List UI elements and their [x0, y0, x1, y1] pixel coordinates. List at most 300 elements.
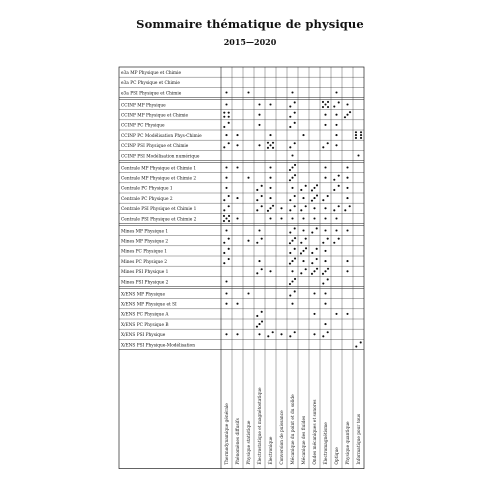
dot-mark	[256, 189, 258, 191]
row-label: Mines MP Physique 1	[121, 229, 169, 235]
row-label: Centrale PSI Physique et Chimie 2	[121, 217, 197, 223]
dot-mark	[289, 169, 291, 171]
row-label: Centrale PC Physique 2	[121, 196, 173, 202]
row-label: CCINP MP Physique	[121, 103, 166, 109]
cell-marker	[346, 270, 348, 272]
dot-mark	[333, 179, 335, 181]
dot-mark	[333, 189, 335, 191]
column-label: Ondes mécaniques et sonores	[312, 399, 318, 465]
dot-mark	[294, 278, 296, 280]
dot-mark	[322, 101, 324, 103]
page-subtitle: 2015—2020	[223, 37, 277, 47]
cell-marker	[267, 142, 274, 149]
cell-marker	[223, 258, 230, 264]
page-title: Sommaire thématique de physique	[136, 17, 364, 31]
dot-mark	[324, 207, 326, 209]
cell-marker	[225, 280, 227, 282]
dot-mark	[324, 103, 326, 105]
row-label: e3a PC Physique et Chimie	[121, 81, 180, 87]
cell-marker	[289, 112, 296, 118]
dot-mark	[289, 294, 291, 296]
dot-mark	[324, 292, 326, 294]
cell-marker	[280, 333, 282, 335]
cell-marker	[311, 195, 318, 202]
dot-mark	[302, 250, 304, 252]
dot-mark	[322, 273, 324, 275]
cell-marker	[324, 303, 326, 305]
cell-marker	[225, 187, 227, 189]
dot-mark	[258, 229, 260, 231]
dot-mark	[223, 116, 225, 118]
dot-mark	[280, 217, 282, 219]
dot-mark	[324, 114, 326, 116]
cell-marker	[335, 217, 337, 219]
cell-marker	[269, 217, 271, 219]
dot-mark	[327, 278, 329, 280]
dot-mark	[225, 177, 227, 179]
dot-mark	[258, 114, 260, 116]
cell-marker	[225, 103, 227, 105]
dot-mark	[346, 313, 348, 315]
dot-mark	[333, 105, 335, 107]
cell-marker	[311, 268, 318, 275]
cell-marker	[289, 258, 296, 265]
dot-mark	[360, 131, 362, 133]
dot-mark	[313, 207, 315, 209]
cell-marker	[357, 154, 359, 156]
dot-mark	[324, 229, 326, 231]
cell-marker	[291, 217, 293, 219]
dot-mark	[228, 205, 230, 207]
dot-mark	[225, 280, 227, 282]
dot-mark	[225, 91, 227, 93]
cell-marker	[223, 142, 230, 148]
dot-mark	[316, 268, 318, 270]
dot-mark	[313, 292, 315, 294]
cell-marker	[344, 205, 351, 211]
dot-mark	[294, 205, 296, 207]
cell-marker	[289, 122, 296, 128]
cell-marker	[313, 217, 315, 219]
dot-mark	[291, 217, 293, 219]
cell-marker	[223, 248, 230, 254]
cell-marker	[247, 177, 249, 179]
dot-mark	[223, 220, 225, 222]
cell-marker	[223, 122, 230, 128]
cell-marker	[335, 114, 337, 116]
dot-mark	[269, 177, 271, 179]
dot-mark	[256, 326, 258, 328]
dot-mark	[223, 242, 225, 244]
cell-marker	[324, 207, 326, 209]
cell-marker	[311, 227, 318, 233]
column-label: Physique quantique	[345, 421, 351, 465]
dot-mark	[338, 185, 340, 187]
dot-mark	[324, 217, 326, 219]
dot-mark	[289, 105, 291, 107]
cell-marker	[346, 166, 348, 168]
cell-marker	[236, 197, 238, 199]
dot-mark	[225, 134, 227, 136]
dot-mark	[305, 268, 307, 270]
dot-mark	[327, 101, 329, 103]
dot-mark	[327, 195, 329, 197]
dot-mark	[228, 195, 230, 197]
row-label: Centrale PSI Physique et Chimie 1	[121, 207, 197, 213]
dot-mark	[228, 258, 230, 260]
dot-mark	[291, 154, 293, 156]
row-label: Mines PSI Physique 1	[121, 270, 169, 276]
dot-mark	[322, 199, 324, 201]
dot-mark	[346, 187, 348, 189]
cell-marker	[346, 313, 348, 315]
dot-mark	[236, 217, 238, 219]
cell-marker	[225, 292, 227, 294]
dot-mark	[223, 209, 225, 211]
cell-marker	[269, 134, 271, 136]
cell-marker	[333, 101, 340, 107]
dot-mark	[327, 106, 329, 108]
dot-mark	[316, 248, 318, 250]
cell-marker	[236, 166, 238, 168]
column-label: Mécanique du point et du solide	[290, 394, 296, 465]
dot-mark	[335, 124, 337, 126]
column-label: Informatique pour tous	[356, 413, 362, 465]
dot-mark	[280, 333, 282, 335]
dot-mark	[322, 146, 324, 148]
dot-mark	[338, 238, 340, 240]
dot-mark	[269, 217, 271, 219]
cell-marker	[333, 238, 340, 244]
row-label: X/ENS PSI Physique	[121, 333, 166, 339]
dot-mark	[261, 185, 263, 187]
dot-mark	[261, 195, 263, 197]
dot-mark	[289, 126, 291, 128]
dot-mark	[256, 315, 258, 317]
dot-mark	[333, 242, 335, 244]
dot-mark	[256, 199, 258, 201]
dot-mark	[225, 292, 227, 294]
dot-mark	[294, 248, 296, 250]
cell-marker	[223, 238, 230, 244]
dot-mark	[324, 166, 326, 168]
cell-marker	[289, 331, 296, 337]
cell-marker	[258, 260, 260, 262]
cell-marker	[324, 250, 326, 252]
cell-marker	[223, 195, 230, 201]
dot-mark	[261, 321, 263, 323]
dot-mark	[291, 280, 293, 282]
cell-marker	[322, 195, 329, 201]
dot-mark	[305, 247, 307, 249]
dot-mark	[305, 205, 307, 207]
dot-mark	[228, 238, 230, 240]
cell-marker	[289, 290, 296, 296]
dot-mark	[247, 177, 249, 179]
row-label: CCINP PSI Modélisation numérique	[121, 154, 200, 160]
dot-mark	[294, 101, 296, 103]
cell-marker	[355, 131, 362, 139]
dot-mark	[269, 207, 271, 209]
column-label: Mécanique des fluides	[301, 415, 307, 465]
dot-mark	[225, 187, 227, 189]
dot-mark	[335, 144, 337, 146]
dot-mark	[223, 215, 225, 217]
row-label: X/ENS PSI Physique-Modélisation	[121, 343, 196, 349]
dot-mark	[327, 331, 329, 333]
dot-mark	[256, 242, 258, 244]
dot-mark	[335, 313, 337, 315]
dot-mark	[258, 103, 260, 105]
dot-mark	[300, 189, 302, 191]
cell-marker	[333, 175, 340, 181]
cell-marker	[258, 103, 260, 105]
cell-marker	[269, 187, 271, 189]
dot-mark	[355, 137, 357, 139]
dot-mark	[291, 187, 293, 189]
dot-mark	[346, 114, 348, 116]
dot-mark	[294, 331, 296, 333]
dot-mark	[247, 91, 249, 93]
dot-mark	[335, 217, 337, 219]
dot-mark	[335, 229, 337, 231]
cell-marker	[322, 331, 329, 337]
dot-mark	[228, 116, 230, 118]
dot-mark	[294, 227, 296, 229]
column-label: Électrostatique et magnétostatique	[257, 387, 263, 465]
dot-mark	[360, 134, 362, 136]
dot-mark	[324, 270, 326, 272]
cell-marker	[256, 238, 263, 244]
dot-mark	[223, 146, 225, 148]
dot-mark	[324, 260, 326, 262]
dot-mark	[311, 189, 313, 191]
column-label: Phénomènes diffusifs	[235, 418, 241, 465]
dot-mark	[280, 207, 282, 209]
dot-mark	[311, 252, 313, 254]
cell-marker	[289, 195, 296, 201]
dot-mark	[346, 260, 348, 262]
dot-mark	[324, 303, 326, 305]
dot-mark	[294, 112, 296, 114]
cell-marker	[344, 111, 351, 118]
dot-mark	[355, 134, 357, 136]
cell-marker	[258, 114, 260, 116]
row-label: e3a PSI Physique et Chimie	[121, 91, 182, 97]
cell-marker	[335, 144, 337, 146]
cell-marker	[289, 237, 296, 244]
row-label: CCINP MP Physique et Chimie	[121, 113, 189, 119]
dot-mark	[313, 197, 315, 199]
row-label: Mines PC Physique 2	[121, 259, 168, 265]
cell-marker	[280, 217, 282, 219]
cell-marker	[302, 260, 304, 262]
dot-mark	[324, 250, 326, 252]
dot-mark	[223, 126, 225, 128]
cell-marker	[256, 268, 263, 274]
dot-mark	[294, 174, 296, 176]
cell-marker	[289, 205, 296, 211]
cell-marker	[322, 101, 329, 108]
dot-mark	[316, 184, 318, 186]
cell-marker	[322, 238, 329, 244]
cell-marker	[258, 333, 260, 335]
cell-marker	[324, 177, 326, 179]
cell-marker	[289, 248, 296, 254]
cell-marker	[256, 311, 263, 317]
dot-mark	[289, 146, 291, 148]
dot-mark	[294, 122, 296, 124]
dot-mark	[322, 106, 324, 108]
cell-marker	[269, 270, 271, 272]
dot-mark	[261, 311, 263, 313]
dot-mark	[360, 341, 362, 343]
cell-marker	[236, 134, 238, 136]
dot-mark	[269, 166, 271, 168]
dot-mark	[302, 260, 304, 262]
row-label: e3a MP Physique et Chimie	[121, 70, 182, 76]
dot-mark	[256, 272, 258, 274]
dot-mark	[294, 237, 296, 239]
dot-mark	[223, 252, 225, 254]
dot-mark	[357, 154, 359, 156]
cell-marker	[223, 215, 230, 222]
cell-marker	[324, 217, 326, 219]
cell-marker	[324, 260, 326, 262]
cell-marker	[346, 103, 348, 105]
cell-marker	[236, 144, 238, 146]
row-label: Centrale PC Physique 1	[121, 186, 173, 192]
dot-mark	[291, 303, 293, 305]
dot-mark	[291, 91, 293, 93]
cell-marker	[311, 248, 318, 254]
cell-marker	[324, 323, 326, 325]
dot-mark	[300, 272, 302, 274]
cell-marker	[225, 166, 227, 168]
dot-mark	[269, 187, 271, 189]
cell-marker	[313, 333, 315, 335]
row-label: CCINP PC Modélisation Phys-Chimie	[121, 133, 202, 139]
dot-mark	[267, 147, 269, 149]
cell-marker	[324, 229, 326, 231]
dot-mark	[355, 345, 357, 347]
dot-mark	[346, 229, 348, 231]
dot-mark	[225, 103, 227, 105]
column-label: Thermodynamique générale	[224, 403, 230, 465]
cell-marker	[269, 177, 271, 179]
cell-marker	[225, 333, 227, 335]
dot-mark	[223, 262, 225, 264]
cell-marker	[225, 177, 227, 179]
dot-mark	[236, 303, 238, 305]
cell-marker	[256, 321, 263, 328]
cell-marker	[291, 91, 293, 93]
dot-mark	[258, 144, 260, 146]
dot-mark	[322, 282, 324, 284]
dot-mark	[236, 333, 238, 335]
row-label: CCINP PSI Physique et Chimie	[121, 144, 189, 150]
cell-marker	[225, 303, 227, 305]
dot-mark	[335, 134, 337, 136]
dot-mark	[247, 240, 249, 242]
cell-marker	[324, 114, 326, 116]
dot-mark	[289, 252, 291, 254]
dot-mark	[305, 238, 307, 240]
dot-mark	[258, 260, 260, 262]
cell-marker	[324, 292, 326, 294]
dot-mark	[225, 333, 227, 335]
dot-mark	[269, 144, 271, 146]
cell-marker	[300, 247, 307, 254]
dot-mark	[335, 91, 337, 93]
dot-mark	[289, 179, 291, 181]
dot-mark	[236, 166, 238, 168]
cell-marker	[346, 187, 348, 189]
dot-mark	[258, 124, 260, 126]
row-label: Mines PSI Physique 2	[121, 280, 169, 286]
dot-mark	[338, 205, 340, 207]
dot-mark	[294, 142, 296, 144]
cell-marker	[346, 229, 348, 231]
dot-mark	[313, 187, 315, 189]
dot-mark	[289, 209, 291, 211]
dot-mark	[261, 205, 263, 207]
cell-marker	[267, 205, 274, 212]
dot-mark	[223, 199, 225, 201]
cell-marker	[302, 197, 304, 199]
cell-marker	[269, 166, 271, 168]
cell-marker	[311, 184, 318, 191]
dot-mark	[236, 197, 238, 199]
dot-mark	[324, 124, 326, 126]
dot-mark	[261, 268, 263, 270]
column-label: Conversion de puissance	[279, 410, 285, 465]
dot-mark	[228, 122, 230, 124]
row-label: Centrale MP Physique et Chimie 1	[121, 166, 197, 172]
cell-marker	[289, 142, 296, 148]
dot-mark	[316, 227, 318, 229]
dot-mark	[294, 164, 296, 166]
cell-marker	[256, 185, 263, 191]
cell-marker	[313, 313, 315, 315]
dot-mark	[311, 262, 313, 264]
dot-mark	[269, 103, 271, 105]
cell-marker	[335, 91, 337, 93]
column-label: Électronique	[268, 436, 274, 465]
column-label: Optique	[334, 447, 340, 465]
dot-mark	[305, 185, 307, 187]
dot-mark	[272, 147, 274, 149]
dot-mark	[344, 116, 346, 118]
dot-mark	[302, 134, 304, 136]
dot-mark	[225, 303, 227, 305]
dot-mark	[258, 333, 260, 335]
dot-mark	[294, 290, 296, 292]
dot-mark	[289, 199, 291, 201]
cell-marker	[247, 292, 249, 294]
dot-mark	[272, 205, 274, 207]
cell-marker	[322, 278, 329, 284]
dot-mark	[300, 242, 302, 244]
dot-mark	[228, 215, 230, 217]
cell-marker	[335, 124, 337, 126]
dot-mark	[289, 231, 291, 233]
cell-marker	[324, 124, 326, 126]
dot-mark	[267, 335, 269, 337]
dot-mark	[289, 283, 291, 285]
dot-mark	[313, 217, 315, 219]
cell-marker	[289, 101, 296, 107]
